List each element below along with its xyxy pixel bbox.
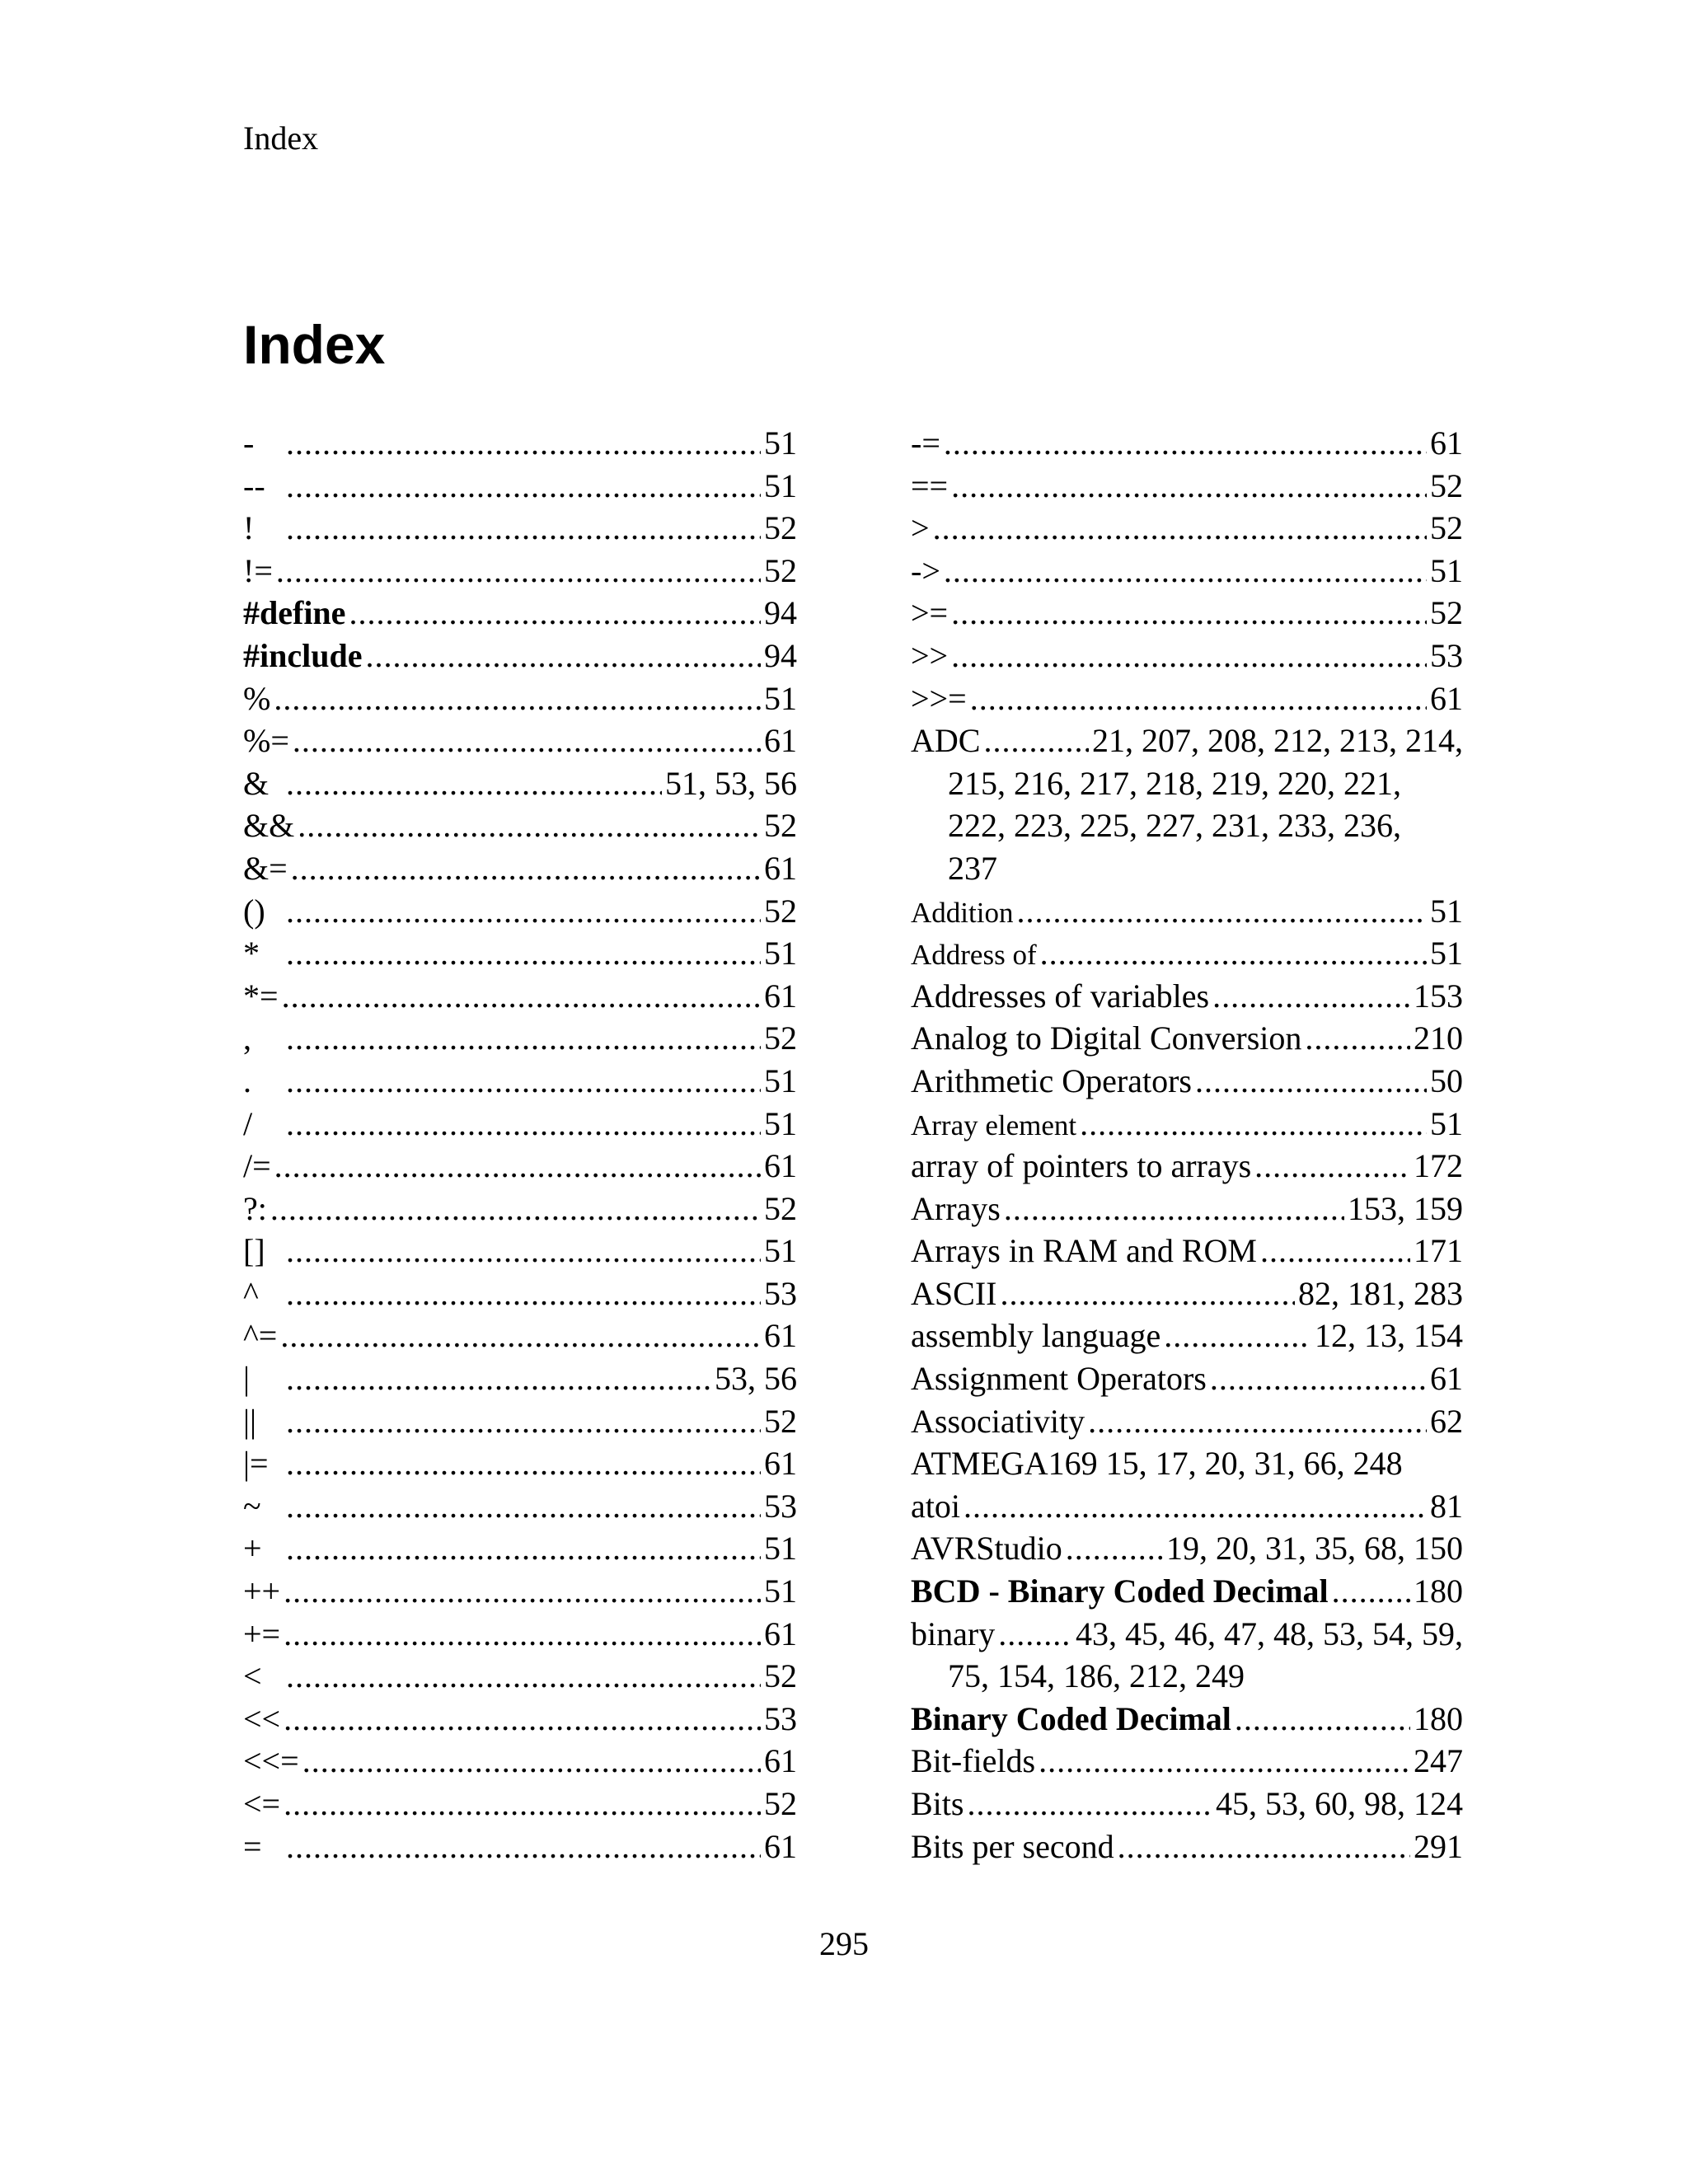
index-entry (243, 1315, 797, 1357)
index-page-refs: 61 (764, 977, 797, 1015)
dot-leader (970, 677, 1427, 720)
index-page-refs: 153, 159 (1348, 1189, 1463, 1227)
dot-leader (1039, 1740, 1410, 1783)
index-page-refs: 52 (764, 509, 797, 547)
dot-leader (291, 847, 761, 890)
index-column-right (911, 422, 1463, 1868)
index-page-refs: 45, 53, 60, 98, 124 (1216, 1785, 1463, 1822)
index-page-refs: 52 (764, 1402, 797, 1440)
index-term: /= (243, 1147, 271, 1185)
index-entry (243, 592, 797, 635)
index-entry (911, 1060, 1463, 1103)
index-page-refs: 172 (1414, 1147, 1463, 1185)
index-page-refs: 52 (764, 1189, 797, 1227)
index-page-refs: 81 (1430, 1487, 1463, 1525)
index-page-refs: 61 (764, 1445, 797, 1483)
dot-leader (286, 1527, 761, 1570)
dot-leader (944, 550, 1427, 593)
index-page-refs: 61 (764, 1147, 797, 1185)
dot-leader (1164, 1315, 1311, 1357)
dot-leader (1088, 1400, 1427, 1443)
index-entry (243, 1188, 797, 1230)
index-page-refs-continued: 75, 154, 186, 212, 249 (948, 1657, 1245, 1695)
index-entry (911, 890, 1463, 933)
dot-leader (284, 1613, 761, 1656)
index-term: < (243, 1657, 262, 1695)
index-entry (911, 465, 1463, 508)
dot-leader (284, 1783, 761, 1825)
index-page-refs: 52 (764, 1657, 797, 1695)
index-entry (911, 1017, 1463, 1060)
dot-leader (967, 1783, 1212, 1825)
index-entry (911, 1825, 1463, 1868)
dot-leader (286, 1655, 761, 1698)
index-entry (243, 762, 797, 805)
index-entry (911, 507, 1463, 550)
dot-leader (951, 465, 1427, 508)
index-entry (911, 932, 1463, 975)
index-term: atoi (911, 1487, 960, 1525)
index-term: % (243, 679, 271, 717)
running-header: Index (243, 120, 319, 157)
index-entry (243, 422, 797, 465)
index-term: ?: (243, 1189, 267, 1227)
dot-leader (284, 1698, 761, 1741)
dot-leader (365, 635, 761, 677)
index-page-refs: 171 (1414, 1232, 1463, 1270)
index-page-refs: 61 (764, 1742, 797, 1780)
dot-leader (286, 1230, 761, 1272)
dot-leader (1066, 1527, 1163, 1570)
dot-leader (293, 719, 761, 762)
dot-leader (298, 804, 761, 847)
index-page-refs: 52 (764, 1019, 797, 1057)
index-term: && (243, 807, 295, 845)
dot-leader (286, 1017, 761, 1060)
index-entry (911, 1315, 1463, 1357)
index-page-refs: 61 (1430, 1360, 1463, 1398)
index-entry (911, 422, 1463, 465)
index-page-refs: 210 (1414, 1019, 1463, 1057)
index-entry (243, 1017, 797, 1060)
index-page-refs: 180 (1414, 1699, 1463, 1737)
index-entry (243, 1527, 797, 1570)
dot-leader (349, 592, 761, 635)
index-term: != (243, 551, 273, 589)
index-page-refs: 51 (1430, 551, 1463, 589)
index-term: Arithmetic Operators (911, 1062, 1192, 1099)
index-entry (243, 1060, 797, 1103)
index-entry (911, 1570, 1463, 1613)
index-page-refs: 51 (764, 424, 797, 462)
dot-leader (280, 1315, 761, 1357)
index-term: Bit-fields (911, 1742, 1036, 1780)
index-term: = (243, 1827, 262, 1865)
index-page-refs: 62 (1430, 1402, 1463, 1440)
index-entry (243, 1400, 797, 1443)
index-page-refs: 61 (1430, 424, 1463, 462)
dot-leader (983, 719, 1089, 762)
index-page-refs: 61 (1430, 679, 1463, 717)
index-entry (243, 465, 797, 508)
index-page-refs: 291 (1414, 1827, 1463, 1865)
index-term: Analog to Digital Conversion (911, 1019, 1302, 1057)
dot-leader (1212, 975, 1410, 1018)
index-page-refs: 51 (764, 1530, 797, 1568)
index-entry (911, 677, 1463, 720)
index-entry (911, 1357, 1463, 1400)
index-term: Binary Coded Decimal (911, 1699, 1231, 1737)
index-page-refs: 51 (1430, 1104, 1463, 1142)
index-entry (243, 677, 797, 720)
index-term: Array element (911, 1108, 1077, 1141)
index-entry (911, 592, 1463, 635)
index-column-left (243, 422, 797, 1868)
dot-leader (286, 1103, 761, 1146)
dot-leader (1210, 1357, 1427, 1400)
index-entry (243, 1485, 797, 1528)
index-term: ^ (243, 1274, 259, 1312)
index-entry (243, 975, 797, 1018)
index-page-refs: 51 (1430, 892, 1463, 930)
index-page-refs: 15, 17, 20, 31, 66, 248 (1105, 1445, 1403, 1483)
index-entry (911, 1527, 1463, 1570)
index-term: - (243, 424, 255, 462)
index-page-refs: 51, 53, 56 (665, 764, 797, 802)
index-term: << (243, 1699, 281, 1737)
index-entry (911, 1740, 1463, 1783)
index-term: ATMEGA169 (911, 1445, 1098, 1483)
index-term: #define (243, 594, 346, 632)
index-page-refs: 94 (764, 636, 797, 674)
index-page-refs: 153 (1414, 977, 1463, 1015)
index-entry (911, 975, 1463, 1018)
index-term: . (243, 1062, 251, 1099)
index-entry (911, 1613, 1463, 1698)
index-entry (243, 1783, 797, 1825)
index-term: ^= (243, 1317, 278, 1355)
index-page-refs: 19, 20, 31, 35, 68, 150 (1166, 1530, 1463, 1568)
index-entry (911, 1442, 1463, 1485)
index-page-refs: 53 (1430, 636, 1463, 674)
index-entry (911, 1188, 1463, 1230)
dot-leader (286, 1400, 761, 1443)
index-term: assembly language (911, 1317, 1161, 1355)
index-term: () (243, 892, 265, 930)
dot-leader (286, 1357, 711, 1400)
index-page-refs: 51 (1430, 935, 1463, 972)
dot-leader (1080, 1103, 1427, 1146)
index-entry (243, 1655, 797, 1698)
dot-leader (286, 465, 761, 508)
index-page-refs: 52 (1430, 466, 1463, 504)
dot-leader (286, 890, 761, 933)
dot-leader (284, 1570, 761, 1613)
dot-leader (282, 975, 761, 1018)
index-term: Arrays (911, 1189, 1001, 1227)
index-page-refs: 50 (1430, 1062, 1463, 1099)
index-page-refs-continued: 237 (948, 849, 997, 887)
dot-leader (286, 762, 662, 805)
index-entry (911, 1783, 1463, 1825)
index-page-refs: 51 (764, 935, 797, 972)
index-term: & (243, 764, 270, 802)
index-page-refs-continued: 215, 216, 217, 218, 219, 220, 221, (948, 764, 1401, 802)
index-term: ++ (243, 1572, 281, 1610)
dot-leader (1254, 1145, 1410, 1188)
index-entry (243, 1230, 797, 1272)
index-term: Address of (911, 939, 1037, 972)
index-entry (911, 1485, 1463, 1528)
index-term: ! (243, 509, 255, 547)
index-entry (911, 1103, 1463, 1146)
dot-leader (1305, 1017, 1410, 1060)
dot-leader (1195, 1060, 1427, 1103)
index-page-refs: 61 (764, 1615, 797, 1652)
index-term: + (243, 1530, 262, 1568)
index-entry (911, 1698, 1463, 1741)
index-entry (243, 507, 797, 550)
page-title: Index (243, 314, 386, 375)
dot-leader (270, 1188, 761, 1230)
index-term: -> (911, 551, 940, 589)
dot-leader (276, 550, 761, 593)
index-page-refs-continued: 222, 223, 225, 227, 231, 233, 236, (948, 807, 1401, 845)
dot-leader (286, 1442, 761, 1485)
index-page-refs: 51 (764, 679, 797, 717)
index-entry (243, 1357, 797, 1400)
index-term: *= (243, 977, 279, 1015)
dot-leader (302, 1740, 761, 1783)
dot-leader (951, 635, 1427, 677)
index-page-refs: 52 (764, 551, 797, 589)
index-entry (243, 1103, 797, 1146)
dot-leader (286, 1272, 761, 1315)
index-term: >>= (911, 679, 967, 717)
index-page-refs: 61 (764, 722, 797, 760)
index-entry (243, 1570, 797, 1613)
index-term: ADC (911, 722, 981, 760)
index-page-refs: 53 (764, 1274, 797, 1312)
dot-leader (933, 507, 1427, 550)
index-page-refs: 180 (1414, 1572, 1463, 1610)
index-term: [] (243, 1232, 265, 1270)
page-number: 295 (819, 1925, 869, 1962)
index-entry (243, 932, 797, 975)
index-term: >> (911, 636, 949, 674)
index-term: <= (243, 1785, 281, 1822)
dot-leader (286, 507, 761, 550)
index-page-refs: 53, 56 (715, 1360, 797, 1398)
index-entry (911, 635, 1463, 677)
index-page-refs: 52 (764, 1785, 797, 1822)
index-term: Associativity (911, 1402, 1085, 1440)
index-term: | (243, 1360, 251, 1398)
index-page-refs: 51 (764, 1232, 797, 1270)
index-entry (911, 550, 1463, 593)
index-term: Bits per second (911, 1827, 1114, 1865)
index-term: #include (243, 636, 363, 674)
index-page-refs: 61 (764, 1317, 797, 1355)
dot-leader (1040, 932, 1427, 975)
index-page-refs: 51 (764, 1104, 797, 1142)
dot-leader (951, 592, 1427, 635)
index-entry (243, 719, 797, 762)
dot-leader (274, 677, 761, 720)
index-entry (243, 1272, 797, 1315)
index-term: BCD - Binary Coded Decimal (911, 1572, 1329, 1610)
index-entry (911, 1272, 1463, 1315)
index-term: -= (911, 424, 940, 462)
index-page-refs: 51 (764, 1572, 797, 1610)
index-entry (243, 1740, 797, 1783)
index-entry (243, 804, 797, 847)
index-term: binary (911, 1615, 996, 1652)
index-page-refs: 51 (764, 466, 797, 504)
index-term: || (243, 1402, 257, 1440)
index-page-refs: 53 (764, 1487, 797, 1525)
index-term: |= (243, 1445, 269, 1483)
index-term: > (911, 509, 930, 547)
index-term: <<= (243, 1742, 299, 1780)
index-page-refs: 52 (1430, 594, 1463, 632)
index-term: / (243, 1104, 253, 1142)
index-page-refs: 61 (764, 849, 797, 887)
dot-leader (1118, 1825, 1410, 1868)
index-term: Arrays in RAM and ROM (911, 1232, 1257, 1270)
index-page-refs: 43, 45, 46, 47, 48, 53, 54, 59, (1076, 1615, 1463, 1652)
dot-leader (1004, 1188, 1344, 1230)
index-term: array of pointers to arrays (911, 1147, 1252, 1185)
dot-leader (286, 932, 761, 975)
index-page-refs: 52 (1430, 509, 1463, 547)
index-page-refs: 82, 181, 283 (1298, 1274, 1463, 1312)
dot-leader (964, 1485, 1427, 1528)
index-entry (243, 550, 797, 593)
index-term: -- (243, 466, 265, 504)
dot-leader (944, 422, 1427, 465)
index-entry (243, 890, 797, 933)
dot-leader (286, 1825, 761, 1868)
index-page-refs: 21, 207, 208, 212, 213, 214, (1092, 722, 1463, 760)
index-page-refs: 52 (764, 807, 797, 845)
index-page-refs: 61 (764, 1827, 797, 1865)
index-page-refs: 247 (1414, 1742, 1463, 1780)
index-entry (911, 1230, 1463, 1272)
index-term: Addition (911, 896, 1014, 929)
index-page-refs: 94 (764, 594, 797, 632)
index-entry (243, 1825, 797, 1868)
index-entry (243, 1698, 797, 1741)
index-entry (243, 1613, 797, 1656)
index-page-refs: 51 (764, 1062, 797, 1099)
index-page-refs: 53 (764, 1699, 797, 1737)
index-entry (911, 1145, 1463, 1188)
index-term: Bits (911, 1785, 964, 1822)
index-entry (243, 635, 797, 677)
index-term: %= (243, 722, 289, 760)
index-term: ASCII (911, 1274, 997, 1312)
dot-leader (1260, 1230, 1410, 1272)
dot-leader (274, 1145, 761, 1188)
index-term: Addresses of variables (911, 977, 1210, 1015)
index-term: == (911, 466, 949, 504)
index-term: AVRStudio (911, 1530, 1062, 1568)
index-term: >= (911, 594, 949, 632)
index-term: * (243, 935, 260, 972)
dot-leader (1235, 1698, 1410, 1741)
dot-leader (998, 1613, 1072, 1656)
index-term: , (243, 1019, 251, 1057)
index-term: &= (243, 849, 288, 887)
index-entry (911, 719, 1463, 889)
index-term: += (243, 1615, 281, 1652)
index-entry (243, 847, 797, 890)
dot-leader (286, 1060, 761, 1103)
dot-leader (286, 422, 761, 465)
dot-leader (286, 1485, 761, 1528)
index-entry (243, 1145, 797, 1188)
dot-leader (1000, 1272, 1295, 1315)
index-term: ~ (243, 1487, 261, 1525)
dot-leader (1332, 1570, 1410, 1613)
index-page-refs: 12, 13, 154 (1315, 1317, 1463, 1355)
dot-leader (1016, 890, 1427, 933)
index-entry (911, 1400, 1463, 1443)
index-entry (243, 1442, 797, 1485)
index-page-refs: 52 (764, 892, 797, 930)
index-term: Assignment Operators (911, 1360, 1207, 1398)
